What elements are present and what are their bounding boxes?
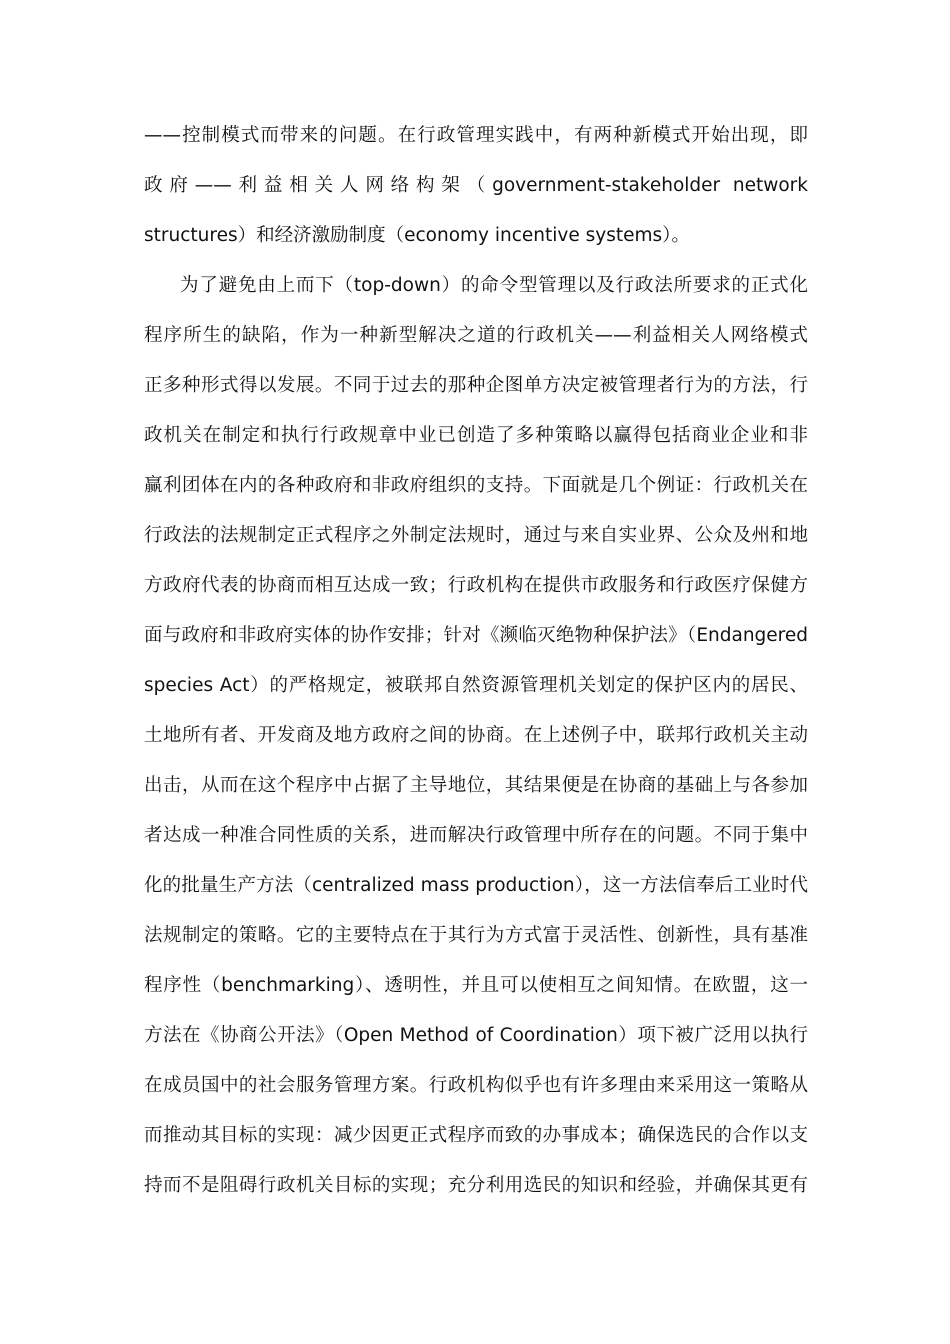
- text-line: 政机关在制定和执行行政规章中业已创造了多种策略以赢得包括商业企业和非: [144, 425, 808, 446]
- text-line: ——控制模式而带来的问题。在行政管理实践中，有两种新模式开始出现，即: [144, 125, 808, 146]
- text-line: 赢利团体在内的各种政府和非政府组织的支持。下面就是几个例证：行政机关在: [144, 475, 808, 496]
- text-line: 方政府代表的协商而相互达成一致；行政机构在提供市政服务和行政医疗保健方: [144, 575, 808, 596]
- text-line: 化的批量生产方法（centralized mass production），这一方法信奉后工业时代: [144, 875, 808, 896]
- text-line: 行政法的法规制定正式程序之外制定法规时，通过与来自实业界、公众及州和地: [144, 525, 808, 546]
- text-line: species Act）的严格规定，被联邦自然资源管理机关划定的保护区内的居民、: [144, 675, 808, 696]
- text-line: 出击，从而在这个程序中占据了主导地位，其结果便是在协商的基础上与各参加: [144, 775, 808, 796]
- text-line: 程序所生的缺陷，作为一种新型解决之道的行政机关——利益相关人网络模式: [144, 325, 808, 346]
- body-text: [144, 111, 808, 1211]
- text-line: 者达成一种准合同性质的关系，进而解决行政管理中所存在的问题。不同于集中: [144, 825, 808, 846]
- text-line: 法规制定的策略。它的主要特点在于其行为方式富于灵活性、创新性，具有基准: [144, 925, 808, 946]
- text-line: 面与政府和非政府实体的协作安排；针对《濒临灭绝物种保护法》（Endangered: [144, 625, 808, 646]
- text-line: 在成员国中的社会服务管理方案。行政机构似乎也有许多理由来采用这一策略从: [144, 1075, 808, 1096]
- text-line: 土地所有者、开发商及地方政府之间的协商。在上述例子中，联邦行政机关主动: [144, 725, 808, 746]
- paragraph-first-line: 为了避免由上而下（top-down）的命令型管理以及行政法所要求的正式化: [180, 275, 808, 296]
- text-line: 政府——利益相关人网络构架（government-stakeholder network: [144, 175, 808, 196]
- text-line: 而推动其目标的实现：减少因更正式程序而致的办事成本；确保选民的合作以支: [144, 1125, 808, 1146]
- text-line: 持而不是阻碍行政机关目标的实现；充分利用选民的知识和经验，并确保其更有: [144, 1175, 808, 1196]
- text-line: structures）和经济激励制度（economy incentive systems）。: [144, 225, 690, 246]
- text-line: 程序性（benchmarking）、透明性，并且可以使相互之间知情。在欧盟，这一: [144, 975, 808, 996]
- text-line: 方法在《协商公开法》（Open Method of Coordination）项下被广泛用以执行: [144, 1025, 808, 1046]
- text-line: 正多种形式得以发展。不同于过去的那种企图单方决定被管理者行为的方法，行: [144, 375, 808, 396]
